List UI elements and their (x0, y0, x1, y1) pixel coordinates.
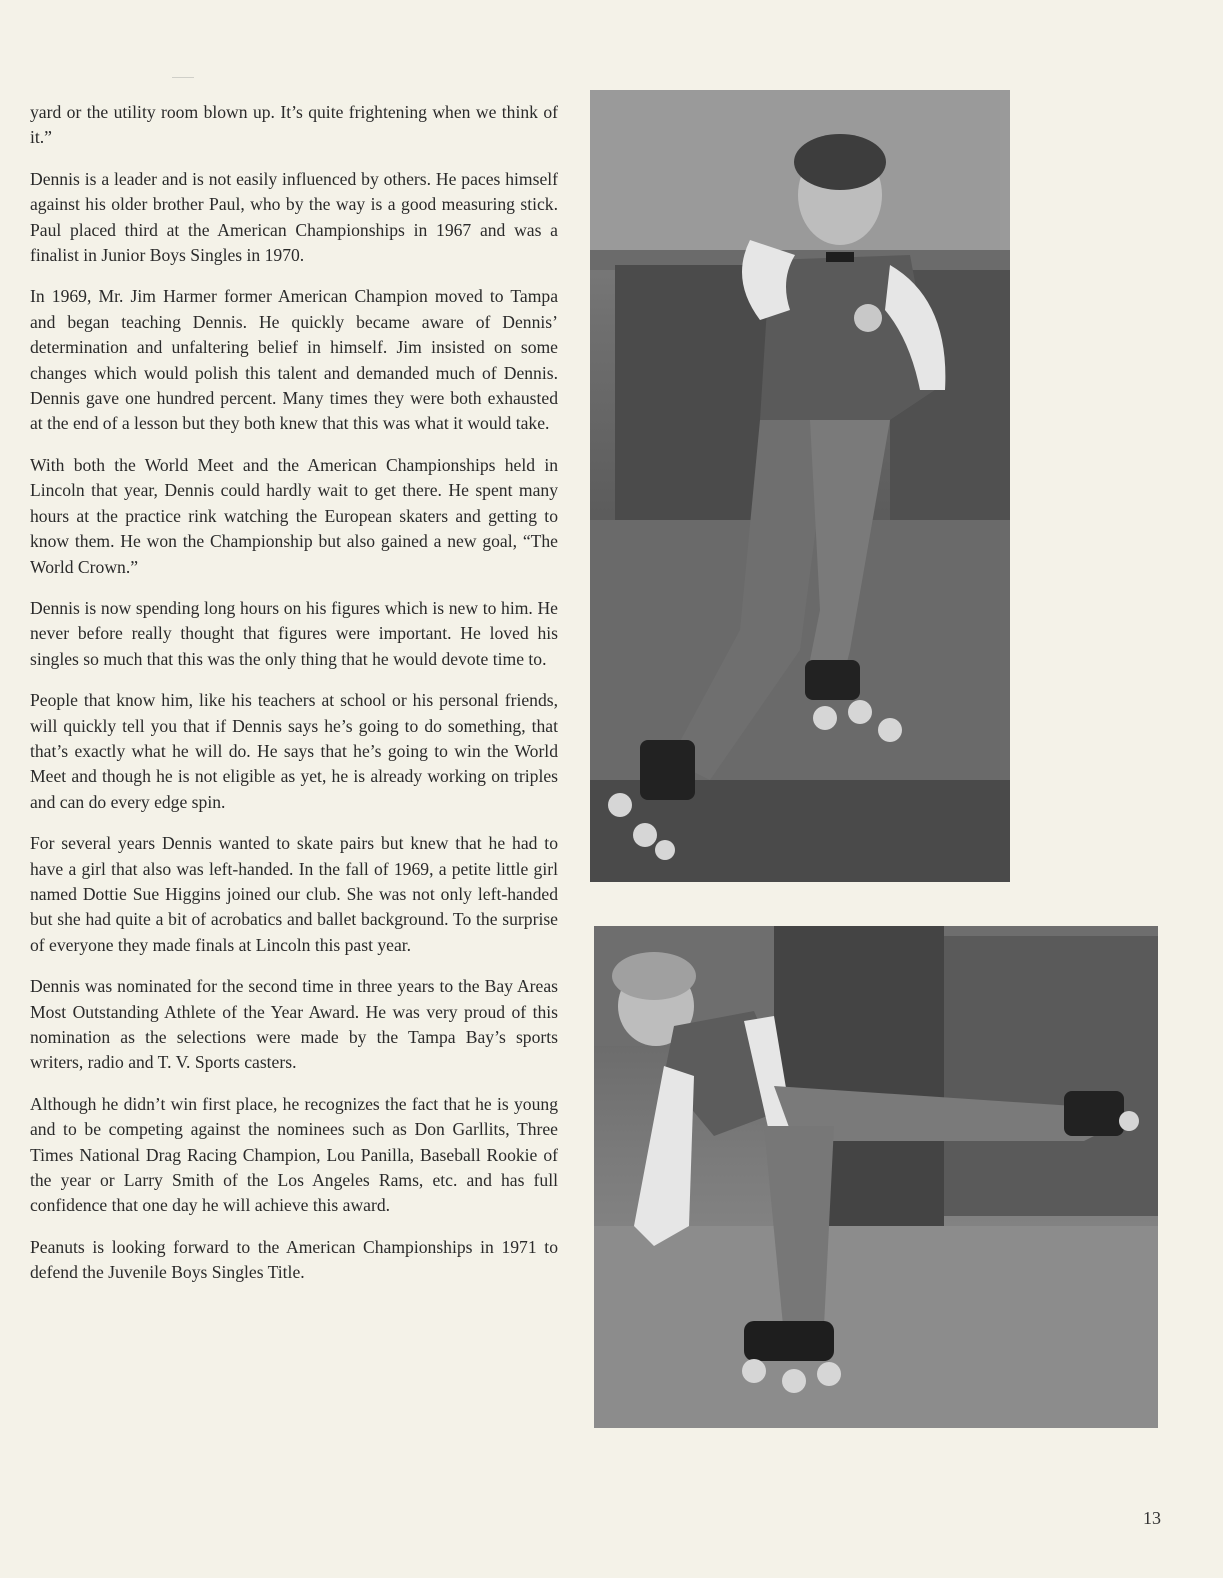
paragraph: In 1969, Mr. Jim Harmer former American Champion moved to Tampa and began teaching Dennis. He quickly became aware of Dennis’ determination and unfaltering belief in himself. Jim insisted on some changes which would polish this talent and demanded much of Dennis. Dennis gave one hundred percent. Many times they were both exhausted at the end of a lesson but they both knew that this was what it would take. (30, 286, 558, 434)
paragraph: Peanuts is looking forward to the American Championships in 1971 to defend the Juvenile Boys Singles Title. (30, 1236, 558, 1283)
paragraph: For several years Dennis wanted to skate pairs but knew that he had to have a girl that also was left-handed. In the fall of 1969, a petite little girl named Dottie Sue Higgins joined our club. She was not only left-handed but she had quite a bit of acrobatics and ballet background. To the surprise of everyone they made finals at Lincoln this past year. (30, 833, 558, 955)
paragraph: Dennis is now spending long hours on his figures which is new to him. He never before really thought that figures were important. He loved his singles so much that this was the only thing that he would devote time to. (30, 597, 558, 669)
article-body (30, 100, 558, 1302)
paragraph: People that know him, like his teachers at school or his personal friends, will quickly tell you that if Dennis says he’s going to do something, that that’s exactly what he will do. He says that he’s going to win the World Meet and though he is not eligible as yet, he is already working on triples and can do every edge spin. (30, 690, 558, 812)
skater-photo-icon (594, 926, 1158, 1428)
skater-photo-icon (590, 90, 1010, 882)
skater-photo-top (590, 90, 1010, 882)
skater-photo-bottom (594, 926, 1158, 1428)
paragraph: Dennis is a leader and is not easily influenced by others. He paces himself against his older brother Paul, who by the way is a good measuring stick. Paul placed third at the American Championships in 1967 and was a finalist in Junior Boys Singles in 1970. (30, 168, 558, 266)
paragraph: yard or the utility room blown up. It’s quite frightening when we think of it.” (30, 102, 558, 148)
page-number: 13 (1143, 1508, 1161, 1528)
page-mark (172, 77, 194, 78)
paragraph: Although he didn’t win first place, he recognizes the fact that he is young and to be competing against the nominees such as Don Garllits, Three Times National Drag Racing Champion, Lou Panilla, Baseball Rookie of the year or Larry Smith of the Los Angeles Rams, etc. and has full confidence that one day he will achieve this award. (30, 1093, 558, 1216)
paragraph: With both the World Meet and the American Championships held in Lincoln that year, Dennis could hardly wait to get there. He spent many hours at the practice rink watching the European skaters and getting to know them. He won the Championship but also gained a new goal, “The World Crown.” (30, 454, 558, 577)
paragraph: Dennis was nominated for the second time in three years to the Bay Areas Most Outstanding Athlete of the Year Award. He was very proud of this nomination as the selections were made by the Tampa Bay’s sports writers, radio and T. V. Sports casters. (30, 976, 558, 1073)
